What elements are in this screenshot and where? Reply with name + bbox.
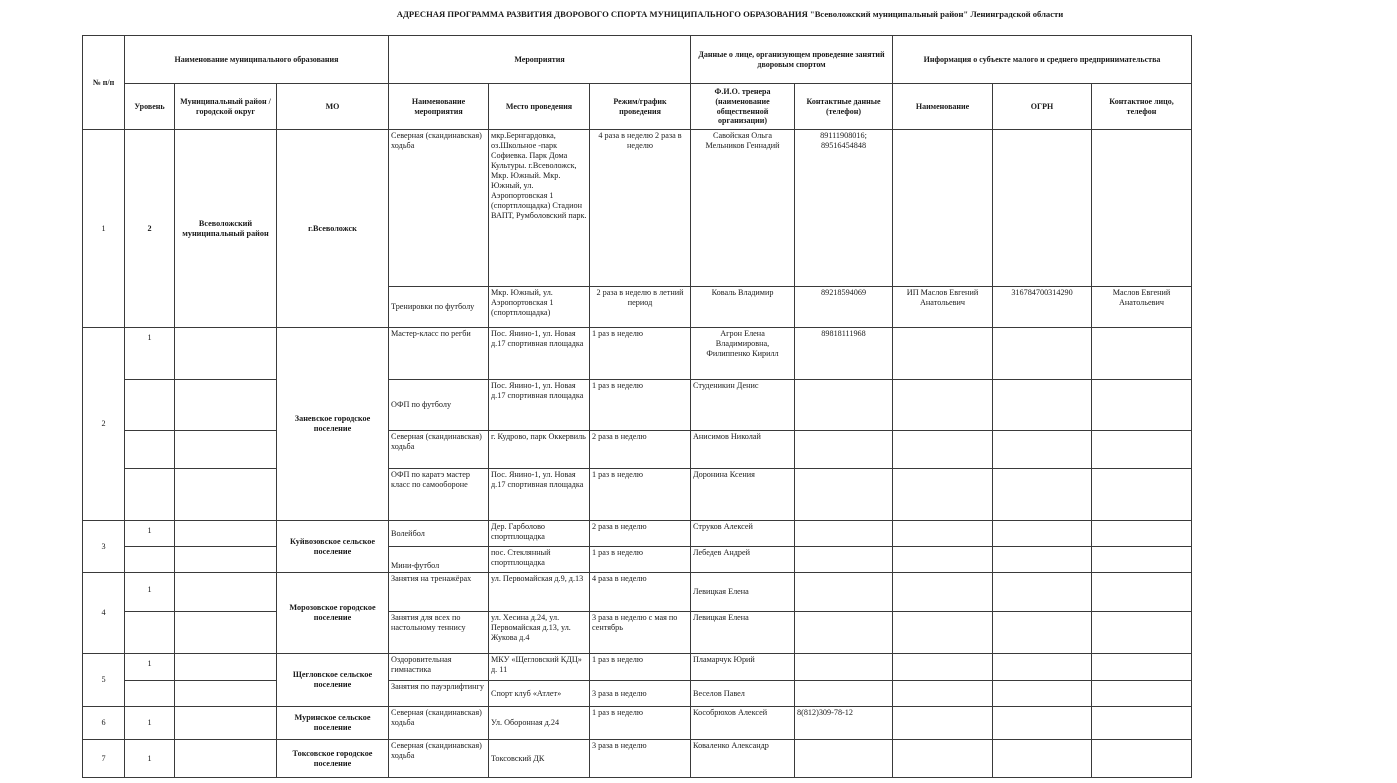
header-row-groups <box>83 36 1192 84</box>
contacts-cell <box>795 469 893 521</box>
mo-cell: Куйвозовское сельское поселение <box>277 521 389 573</box>
sme-name-cell <box>893 130 993 287</box>
col-header-mo: МО <box>277 84 389 130</box>
place-cell: Спорт клуб «Атлет» <box>489 681 590 707</box>
event-cell: Волейбол <box>389 521 489 547</box>
ogrn-cell <box>993 612 1092 654</box>
district-cell <box>175 328 277 380</box>
col-header-contacts: Контактные данные (телефон) <box>795 84 893 130</box>
place-cell: Мкр. Южный, ул. Аэропортовская 1 (спортплощадка) <box>489 287 590 328</box>
col-header-place: Место проведения <box>489 84 590 130</box>
contact-person-cell <box>1092 130 1192 287</box>
contacts-cell <box>795 380 893 431</box>
contact-person-cell <box>1092 469 1192 521</box>
contacts-cell: 89111908016; 89516454848 <box>795 130 893 287</box>
mo-cell: Заневское городское поселение <box>277 328 389 521</box>
col-header-contact-person: Контактное лицо, телефон <box>1092 84 1192 130</box>
level-cell: 1 <box>125 740 175 778</box>
level-cell: 1 <box>125 573 175 612</box>
col-header-sme-name: Наименование <box>893 84 993 130</box>
level-cell: 1 <box>125 707 175 740</box>
ogrn-cell <box>993 740 1092 778</box>
sme-name-cell <box>893 654 993 681</box>
ogrn-cell <box>993 681 1092 707</box>
table-row <box>83 740 1192 778</box>
ogrn-cell <box>993 707 1092 740</box>
contacts-cell <box>795 654 893 681</box>
level-cell: 1 <box>125 521 175 547</box>
contact-person-cell <box>1092 707 1192 740</box>
contact-person-cell <box>1092 547 1192 573</box>
table-row <box>83 654 1192 681</box>
place-cell: Ул. Оборонная д.24 <box>489 707 590 740</box>
sme-name-cell <box>893 612 993 654</box>
mo-cell: Щегловское сельское поселение <box>277 654 389 707</box>
schedule-cell: 1 раз в неделю <box>590 707 691 740</box>
district-cell <box>175 612 277 654</box>
level-cell <box>125 547 175 573</box>
row-number: 7 <box>83 740 125 778</box>
trainer-cell: Кособрюхов Алексей <box>691 707 795 740</box>
col-header-district: Муниципальный район / городской округ <box>175 84 277 130</box>
table-row <box>83 380 1192 431</box>
table-row <box>83 431 1192 469</box>
contact-person-cell <box>1092 380 1192 431</box>
contact-person-cell <box>1092 740 1192 778</box>
row-number: 4 <box>83 573 125 654</box>
sme-name-cell <box>893 521 993 547</box>
ogrn-cell <box>993 130 1092 287</box>
mo-cell: г.Всеволожск <box>277 130 389 328</box>
contact-person-cell: Маслов Евгений Анатольевич <box>1092 287 1192 328</box>
sme-name-cell <box>893 707 993 740</box>
event-cell: Северная (скандинавская) ходьба <box>389 740 489 778</box>
document-title: АДРЕСНАЯ ПРОГРАММА РАЗВИТИЯ ДВОРОВОГО СПОРТА МУНИЦИПАЛЬНОГО ОБРАЗОВАНИЯ "Всеволожский муниципальный район" Ленинградской области <box>396 9 1064 19</box>
col-group-mo: Наименование муниципального образования <box>125 36 389 84</box>
place-cell: ул. Первомайская д.9, д.13 <box>489 573 590 612</box>
contacts-cell <box>795 612 893 654</box>
contact-person-cell <box>1092 681 1192 707</box>
ogrn-cell <box>993 573 1092 612</box>
contacts-cell <box>795 521 893 547</box>
event-cell: ОФП по футболу <box>389 380 489 431</box>
trainer-cell: Веселов Павел <box>691 681 795 707</box>
contact-person-cell <box>1092 612 1192 654</box>
table-row <box>83 573 1192 612</box>
col-header-ogrn: ОГРН <box>993 84 1092 130</box>
header-row-columns <box>83 84 1192 130</box>
schedule-cell: 3 раза в неделю <box>590 740 691 778</box>
row-number: 3 <box>83 521 125 573</box>
mo-cell: Муринское сельское поселение <box>277 707 389 740</box>
level-cell: 2 <box>125 130 175 328</box>
trainer-cell: Левицкая Елена <box>691 612 795 654</box>
row-number: 6 <box>83 707 125 740</box>
event-cell: Мини-футбол <box>389 547 489 573</box>
schedule-cell: 2 раза в неделю <box>590 431 691 469</box>
schedule-cell: 2 раза в неделю в летний период <box>590 287 691 328</box>
contacts-cell: 89818111968 <box>795 328 893 380</box>
contacts-cell <box>795 740 893 778</box>
place-cell: г. Кудрово, парк Оккервиль <box>489 431 590 469</box>
district-cell <box>175 654 277 681</box>
schedule-cell: 1 раз в неделю <box>590 547 691 573</box>
schedule-cell: 4 раза в неделю 2 раза в неделю <box>590 130 691 287</box>
place-cell: Пос. Янино-1, ул. Новая д.17 спортивная площадка <box>489 380 590 431</box>
event-cell: Занятия на тренажёрах <box>389 573 489 612</box>
contacts-cell <box>795 431 893 469</box>
sme-name-cell <box>893 573 993 612</box>
col-header-level: Уровень <box>125 84 175 130</box>
level-cell <box>125 380 175 431</box>
trainer-cell: Струков Алексей <box>691 521 795 547</box>
place-cell: Дер. Гарболово спортплощадка <box>489 521 590 547</box>
district-cell <box>175 573 277 612</box>
col-header-event-name: Наименование мероприятия <box>389 84 489 130</box>
schedule-cell: 2 раза в неделю <box>590 521 691 547</box>
level-cell <box>125 612 175 654</box>
event-cell: Северная (скандинавская) ходьба <box>389 130 489 287</box>
place-cell: МКУ «Щегловский КДЦ» д. 11 <box>489 654 590 681</box>
contact-person-cell <box>1092 521 1192 547</box>
program-table <box>82 35 1192 778</box>
trainer-cell: Агрон Елена Владимировна, Филиппенко Кирилл <box>691 328 795 380</box>
event-cell: Тренировки по футболу <box>389 287 489 328</box>
col-group-sme: Информация о субъекте малого и среднего предпринимательства <box>893 36 1192 84</box>
schedule-cell: 3 раза в неделю с мая по сентябрь <box>590 612 691 654</box>
contacts-cell <box>795 573 893 612</box>
district-cell <box>175 740 277 778</box>
table-row <box>83 547 1192 573</box>
ogrn-cell <box>993 431 1092 469</box>
sme-name-cell <box>893 681 993 707</box>
col-header-trainer: Ф.И.О. тренера (наименование общественной организации) <box>691 84 795 130</box>
mo-cell: Морозовское городское поселение <box>277 573 389 654</box>
table-row <box>83 612 1192 654</box>
table-row <box>83 469 1192 521</box>
ogrn-cell <box>993 547 1092 573</box>
district-cell <box>175 380 277 431</box>
sme-name-cell <box>893 740 993 778</box>
district-cell <box>175 707 277 740</box>
level-cell <box>125 681 175 707</box>
col-header-num: № п/п <box>83 36 125 130</box>
district-cell <box>175 431 277 469</box>
table-row <box>83 521 1192 547</box>
contacts-cell <box>795 547 893 573</box>
level-cell: 1 <box>125 654 175 681</box>
contact-person-cell <box>1092 573 1192 612</box>
district-cell <box>175 521 277 547</box>
schedule-cell: 1 раз в неделю <box>590 380 691 431</box>
contact-person-cell <box>1092 654 1192 681</box>
level-cell <box>125 431 175 469</box>
ogrn-cell <box>993 654 1092 681</box>
col-group-events: Мероприятия <box>389 36 691 84</box>
sme-name-cell: ИП Маслов Евгений Анатольевич <box>893 287 993 328</box>
table-row <box>83 681 1192 707</box>
district-cell <box>175 681 277 707</box>
event-cell: Северная (скандинавская) ходьба <box>389 707 489 740</box>
ogrn-cell <box>993 328 1092 380</box>
table-row <box>83 130 1192 287</box>
table-row <box>83 707 1192 740</box>
ogrn-cell <box>993 521 1092 547</box>
trainer-cell: Лебедев Андрей <box>691 547 795 573</box>
schedule-cell: 1 раз в неделю <box>590 654 691 681</box>
contacts-cell: 8(812)309-78-12 <box>795 707 893 740</box>
sme-name-cell <box>893 328 993 380</box>
ogrn-cell <box>993 380 1092 431</box>
contacts-cell: 89218594069 <box>795 287 893 328</box>
contact-person-cell <box>1092 328 1192 380</box>
schedule-cell: 1 раз в неделю <box>590 328 691 380</box>
col-group-person: Данные о лице, организующем проведение занятий дворовым спортом <box>691 36 893 84</box>
district-cell <box>175 469 277 521</box>
mo-cell: Токсовское городское поселение <box>277 740 389 778</box>
place-cell: ул. Хесина д.24, ул. Первомайская д.13, ул. Жукова д.4 <box>489 612 590 654</box>
schedule-cell: 1 раз в неделю <box>590 469 691 521</box>
event-cell: Оздоровительная гимнастика <box>389 654 489 681</box>
place-cell: Пос. Янино-1, ул. Новая д.17 спортивная площадка <box>489 469 590 521</box>
sme-name-cell <box>893 431 993 469</box>
row-number: 5 <box>83 654 125 707</box>
schedule-cell: 3 раза в неделю <box>590 681 691 707</box>
contacts-cell <box>795 681 893 707</box>
row-number: 1 <box>83 130 125 328</box>
event-cell: Занятия для всех по настольному теннису <box>389 612 489 654</box>
place-cell: мкр.Бернгардовка, оз.Школьное -парк Софиевка. Парк Дома Культуры. г.Всеволожск, Мкр. Южный. Мкр. Южный, ул. Аэропортовская 1 (спортплощадка) Стадион ВАПТ, Румболовский парк. <box>489 130 590 287</box>
level-cell: 1 <box>125 328 175 380</box>
row-number: 2 <box>83 328 125 521</box>
ogrn-cell: 316784700314290 <box>993 287 1092 328</box>
trainer-cell: Савойская Ольга Мельников Геннадий <box>691 130 795 287</box>
trainer-cell: Студеникин Денис <box>691 380 795 431</box>
sme-name-cell <box>893 380 993 431</box>
place-cell: пос. Стеклянный спортплощадка <box>489 547 590 573</box>
trainer-cell: Доронина Ксения <box>691 469 795 521</box>
trainer-cell: Пламарчук Юрий <box>691 654 795 681</box>
place-cell: Пос. Янино-1, ул. Новая д.17 спортивная площадка <box>489 328 590 380</box>
event-cell: Северная (скандинавская) ходьба <box>389 431 489 469</box>
sme-name-cell <box>893 469 993 521</box>
contact-person-cell <box>1092 431 1192 469</box>
district-cell <box>175 547 277 573</box>
trainer-cell: Анисимов Николай <box>691 431 795 469</box>
district-cell: Всеволожский муниципальный район <box>175 130 277 328</box>
event-cell: ОФП по каратэ мастер класс по самообороне <box>389 469 489 521</box>
place-cell: Токсовский ДК <box>489 740 590 778</box>
col-header-schedule: Режим/график проведения <box>590 84 691 130</box>
event-cell: Мастер-класс по регби <box>389 328 489 380</box>
trainer-cell: Коваль Владимир <box>691 287 795 328</box>
level-cell <box>125 469 175 521</box>
schedule-cell: 4 раза в неделю <box>590 573 691 612</box>
table-row <box>83 328 1192 380</box>
sme-name-cell <box>893 547 993 573</box>
trainer-cell: Коваленко Александр <box>691 740 795 778</box>
event-cell: Занятия по пауэрлифтингу <box>389 681 489 707</box>
trainer-cell: Левицкая Елена <box>691 573 795 612</box>
ogrn-cell <box>993 469 1092 521</box>
